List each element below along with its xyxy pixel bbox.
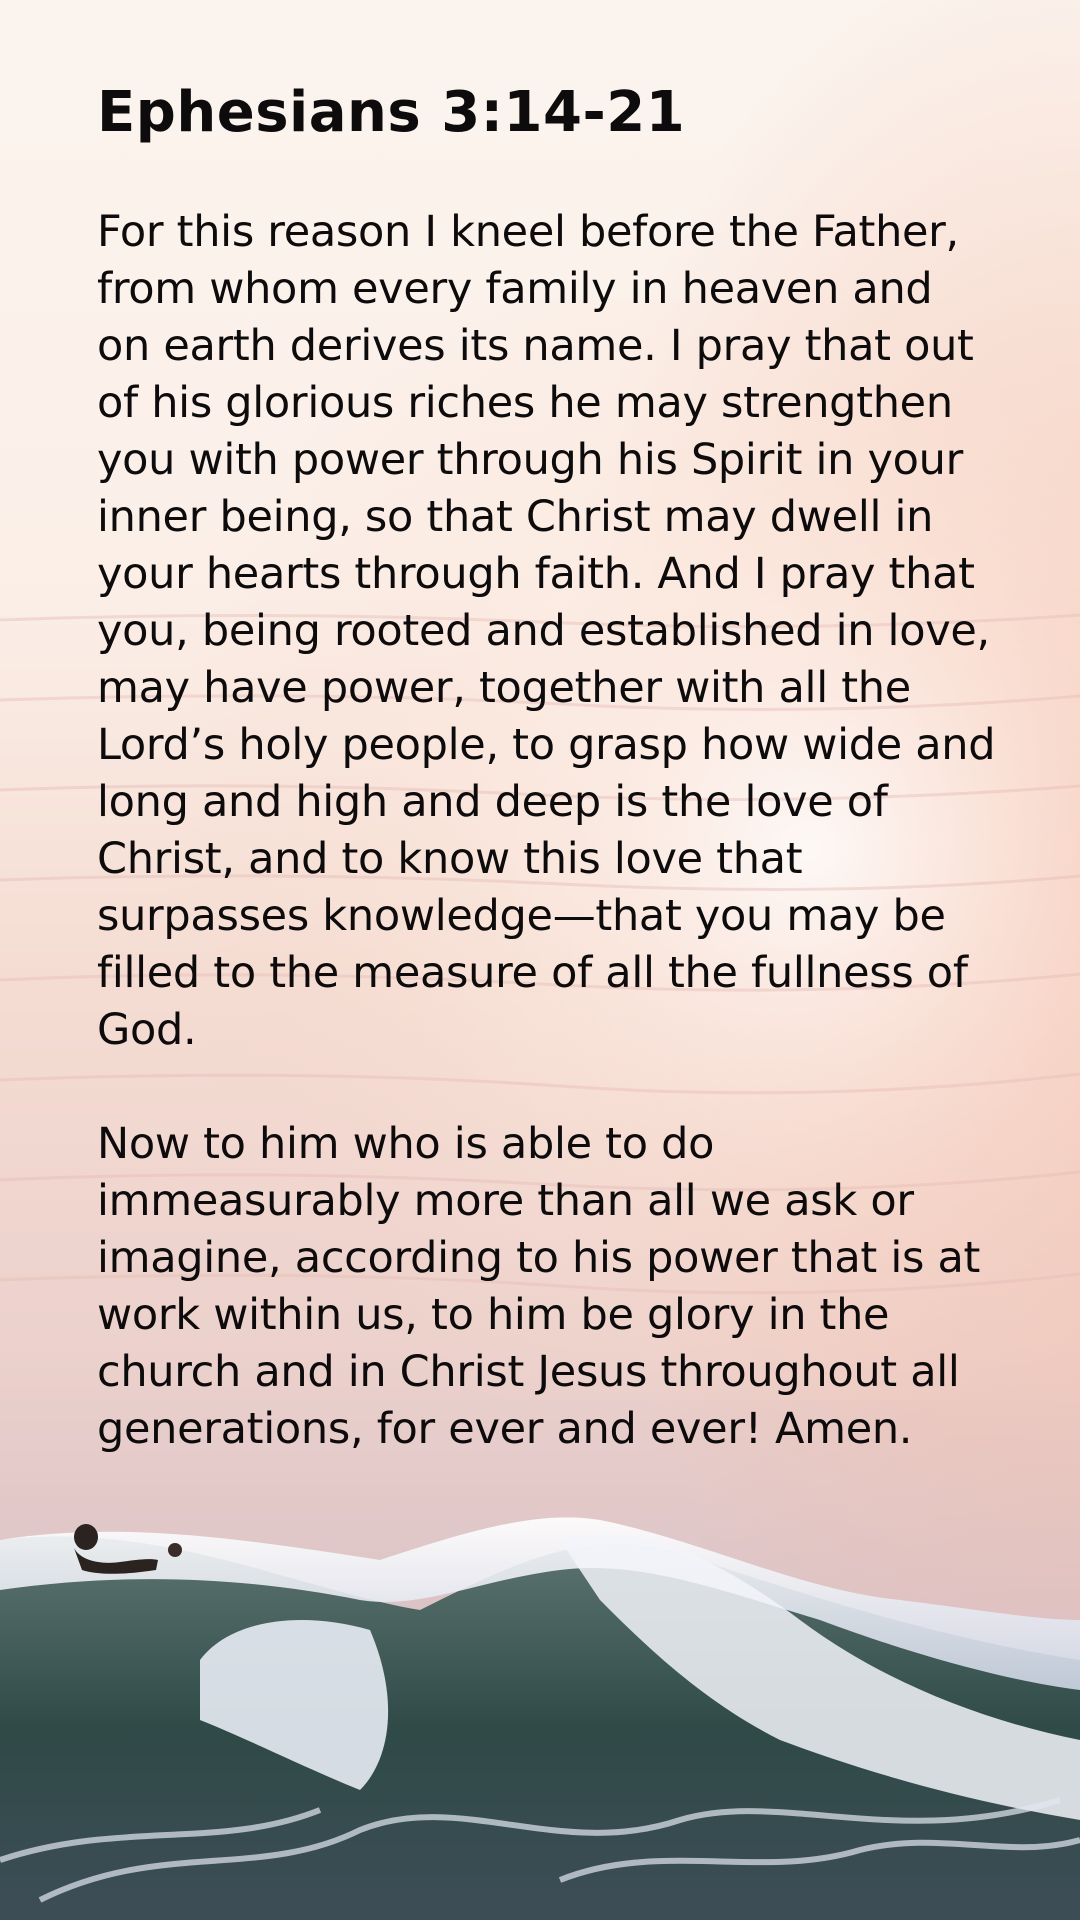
verse-reference: Ephesians 3:14-21	[97, 80, 686, 145]
verse-paragraph-2: Now to him who is able to do immeasurably more than all we ask or imagine, according to his power that is at work within us, to him be glory in the church and in Christ Jesus throughout all generations, for ever and ever! Amen.	[97, 1119, 981, 1454]
verse-card	[97, 78, 997, 1515]
verse-paragraph-1: For this reason I kneel before the Father, from whom every family in heaven and on earth derives its name. I pray that out of his glorious riches he may strengthen you with power through his Spirit in your inner being, so that Christ may dwell in your hearts through faith. And I pray that you, being rooted and established in love, may have power, together with all the Lord’s holy people, to grasp how wide and long and high and deep is the love of Christ, and to know this love that surpasses knowledge—that you may be filled to the measure of all the fullness of God.	[97, 207, 996, 1055]
